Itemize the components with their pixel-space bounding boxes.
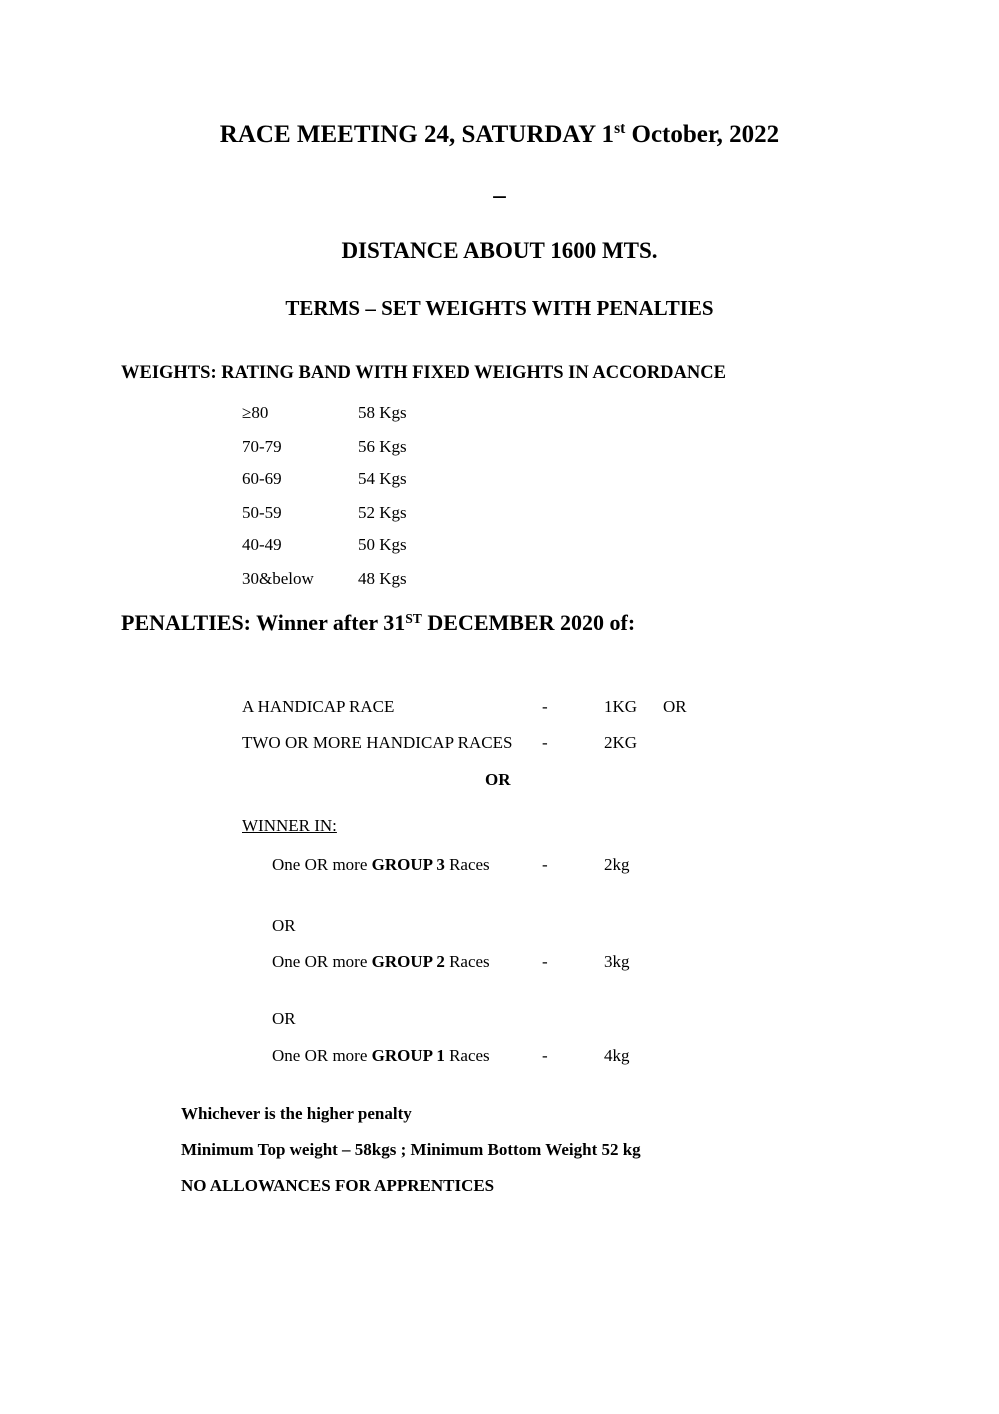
rating-band-weight: 50 Kgs <box>358 535 407 554</box>
rating-band-label: 60-69 <box>242 469 282 488</box>
handicap-label: A HANDICAP RACE <box>242 697 395 716</box>
group-dash: - <box>542 952 548 971</box>
footer-no-allowances: NO ALLOWANCES FOR APPRENTICES <box>181 1176 495 1195</box>
handicap-label: TWO OR MORE HANDICAP RACES <box>242 733 513 752</box>
weights-heading: WEIGHTS: RATING BAND WITH FIXED WEIGHTS IN ACCORDANCE <box>121 363 726 383</box>
group-or: OR <box>272 916 296 935</box>
terms-heading: TERMS – SET WEIGHTS WITH PENALTIES <box>285 296 714 320</box>
handicap-kg: 2KG <box>604 733 638 752</box>
rating-band-label: ≥80 <box>242 403 269 422</box>
rating-band-label: 40-49 <box>242 535 282 554</box>
rating-band-weight: 56 Kgs <box>358 437 407 456</box>
rating-band-label: 70-79 <box>242 437 282 456</box>
handicap-kg: 1KG <box>604 697 638 716</box>
group-label: One OR more GROUP 1 Races <box>272 1046 490 1065</box>
handicap-or: OR <box>663 697 687 716</box>
handicap-dash: - <box>542 733 548 752</box>
winner-in-label: WINNER IN: <box>242 816 337 835</box>
page-title: RACE MEETING 24, SATURDAY 1st October, 2022 <box>219 120 780 148</box>
group-dash: - <box>542 1046 548 1065</box>
group-dash: - <box>542 855 548 874</box>
title-dash: – <box>493 182 506 209</box>
group-kg: 3kg <box>604 952 630 971</box>
penalties-superscript: ST <box>405 610 422 626</box>
group-label: One OR more GROUP 2 Races <box>272 952 490 971</box>
rating-band-label: 50-59 <box>242 503 282 522</box>
rating-band-label: 30&below <box>242 569 314 588</box>
or-separator: OR <box>485 770 511 789</box>
group-kg: 4kg <box>604 1046 630 1065</box>
group-or: OR <box>272 1009 296 1028</box>
handicap-dash: - <box>542 697 548 716</box>
footer-higher-penalty: Whichever is the higher penalty <box>181 1104 412 1123</box>
footer-minimum-weights: Minimum Top weight – 58kgs ; Minimum Bottom Weight 52 kg <box>181 1140 641 1159</box>
penalties-heading: PENALTIES: Winner after 31ST DECEMBER 2020 of: <box>121 610 636 635</box>
rating-band-weight: 48 Kgs <box>358 569 407 588</box>
rating-band-weight: 54 Kgs <box>358 469 407 488</box>
rating-band-weight: 52 Kgs <box>358 503 407 522</box>
rating-band-weight: 58 Kgs <box>358 403 407 422</box>
group-label: One OR more GROUP 3 Races <box>272 855 490 874</box>
group-kg: 2kg <box>604 855 630 874</box>
title-superscript: st <box>614 120 626 138</box>
distance-heading: DISTANCE ABOUT 1600 MTS. <box>341 238 658 263</box>
